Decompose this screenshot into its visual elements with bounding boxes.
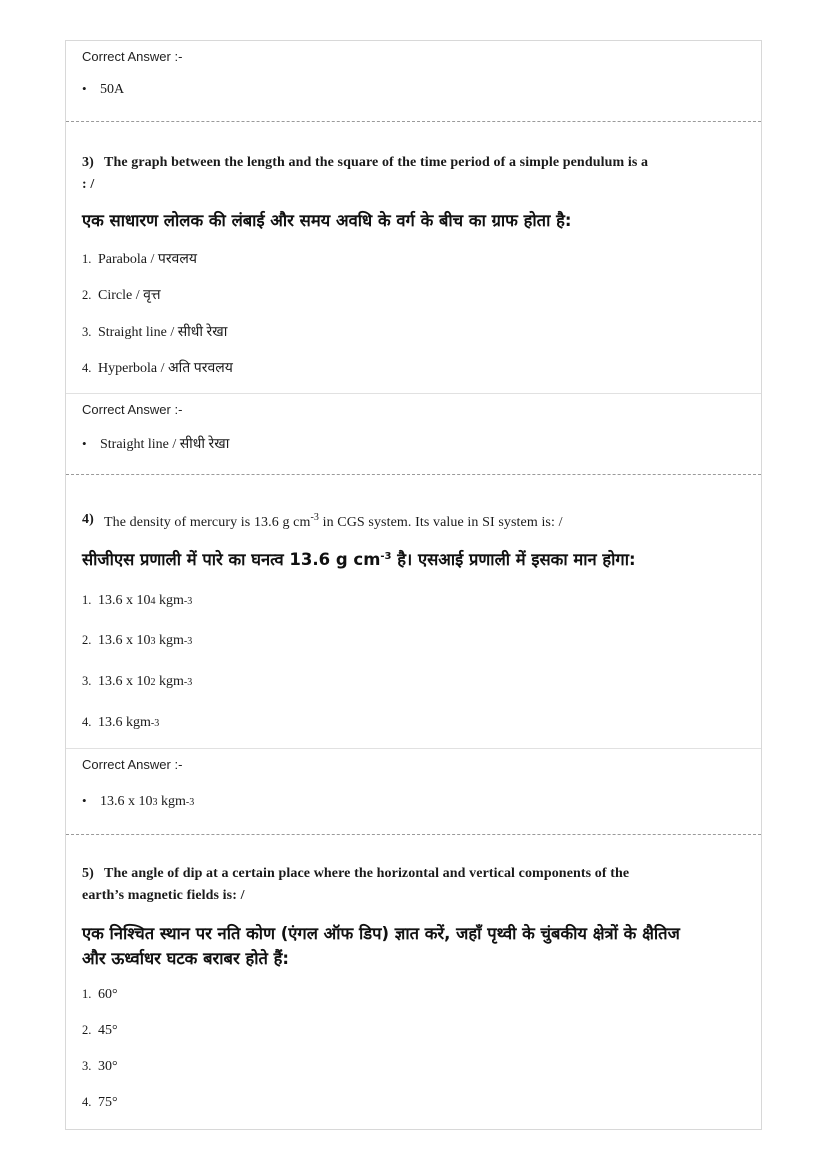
bullet-icon: • bbox=[82, 793, 87, 808]
question-5 bbox=[66, 835, 761, 1125]
option-4[interactable]: 4. Hyperbola / अति परवलय bbox=[82, 361, 233, 376]
question-text-en: 3) The graph between the length and the square of the time period of a simple pendulum is a : / bbox=[82, 155, 649, 192]
option-2[interactable]: 2. 13.6 x 10 3 kgm -3 bbox=[82, 633, 193, 648]
option-1[interactable]: 1. Parabola / परवलय bbox=[82, 252, 197, 267]
correct-answer-label: Correct Answer :- bbox=[82, 757, 183, 772]
correct-answer: • 13.6 x 10 3 kgm -3 bbox=[82, 793, 195, 809]
question-4 bbox=[66, 475, 761, 748]
option-3[interactable]: 3. 30° bbox=[82, 1059, 118, 1074]
option-2[interactable]: 2. 45° bbox=[82, 1023, 118, 1038]
option-3[interactable]: 3. Straight line / सीधी रेखा bbox=[82, 325, 228, 340]
bullet-icon: • bbox=[82, 436, 87, 451]
question-text-hi: एक निश्चित स्थान पर नति कोण (एंगल ऑफ डिप) ज्ञात करें, जहाँ पृथ्वी के चुंबकीय क्षेत्रों के क्षैतिज और ऊर्ध्वाधर घटक बराबर होते हैं: bbox=[82, 924, 680, 968]
correct-answer: • 50A bbox=[82, 81, 125, 97]
correct-answer-label: Correct Answer :- bbox=[82, 49, 183, 64]
option-4[interactable]: 4. 13.6 kgm -3 bbox=[82, 715, 160, 730]
option-1[interactable]: 1. 60° bbox=[82, 987, 118, 1002]
answer-section-q2 bbox=[66, 41, 761, 121]
question-text-en: 5) The angle of dip at a certain place where the horizontal and vertical components of the earth’s magnetic fields is: / bbox=[82, 866, 630, 903]
correct-answer-label: Correct Answer :- bbox=[82, 402, 183, 417]
answer-section-q4 bbox=[66, 749, 761, 834]
bullet-icon: • bbox=[82, 81, 87, 96]
correct-answer: • Straight line / सीधी रेखा bbox=[82, 436, 230, 452]
option-1[interactable]: 1. 13.6 x 10 4 kgm -3 bbox=[82, 593, 193, 608]
question-text-en: 4) The density of mercury is 13.6 g $cm^{-3}$ in CGS system. Its value in SI system is: / bbox=[82, 512, 563, 530]
answer-section-q3 bbox=[66, 394, 761, 474]
option-3[interactable]: 3. 13.6 x 10 2 kgm -3 bbox=[82, 674, 193, 689]
question-text-hi: सीजीएस प्रणाली में पारे का घनत्व 13.6 g $cm^{-3}$ है। एसआई प्रणाली में इसका मान होगा: bbox=[82, 550, 636, 569]
option-4[interactable]: 4. 75° bbox=[82, 1095, 118, 1110]
document-page bbox=[65, 40, 762, 1130]
question-text-hi: एक साधारण लोलक की लंबाई और समय अवधि के वर्ग के बीच का ग्राफ होता है: bbox=[82, 211, 572, 230]
question-3 bbox=[66, 122, 761, 393]
option-2[interactable]: 2. Circle / वृत्त bbox=[82, 288, 161, 303]
